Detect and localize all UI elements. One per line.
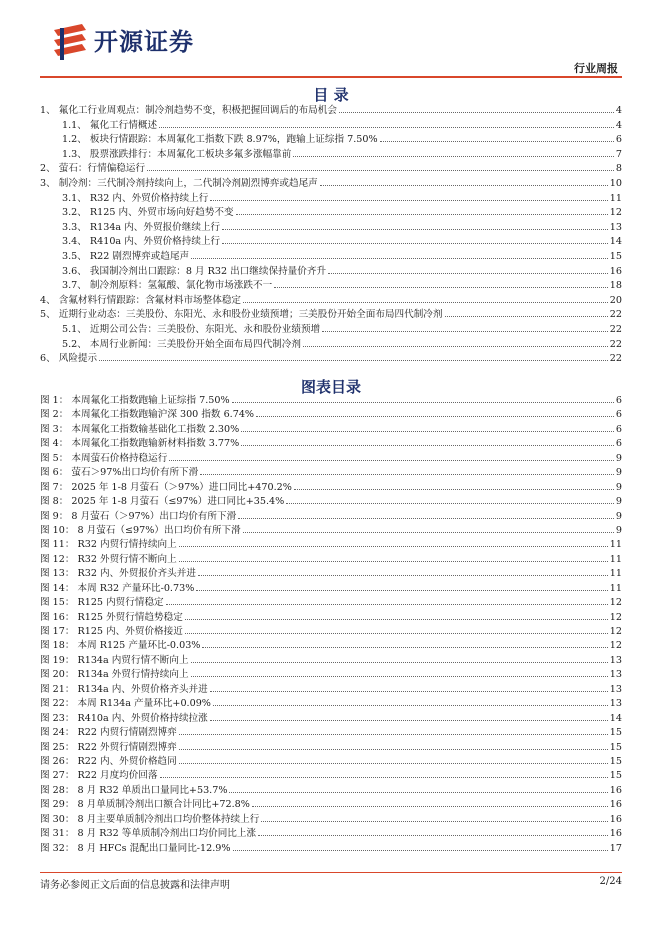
toc-entry-page: 13 [609,221,622,233]
figure-entry[interactable] [40,755,622,769]
toc-list [40,104,622,367]
page-header [0,0,662,80]
toc-entry-page: 22 [609,323,622,335]
figure-entry[interactable] [40,582,622,596]
figure-entry-title: 图 10： 8 月萤石（≤97%）出口均价有所下滑 [40,524,241,536]
toc-title: 目 录 [313,86,349,104]
figure-entry-page: 12 [609,597,622,609]
figure-entry-title: 图 31： 8 月 R32 等单质制冷剂出口均价同比上涨 [40,828,257,840]
figure-entry[interactable] [40,813,622,827]
dot-leader [236,213,608,215]
figure-entry-page: 16 [609,784,622,796]
dot-leader [322,330,608,332]
figure-entry-title: 图 28： 8 月 R32 单质出口量同比+53.7% [40,784,228,796]
figure-entry[interactable] [40,654,622,668]
toc-entry-title: 3.7、 制冷剂原料：氢氟酸、氯化物市场涨跌不一 [62,280,273,292]
dot-leader [179,560,608,562]
figure-entry-page: 11 [609,582,622,594]
figure-entry[interactable] [40,394,622,408]
figure-entry-title: 图 13： R32 内、外贸报价齐头并进 [40,568,196,580]
dot-leader [179,748,608,750]
figures-list [40,394,622,856]
figure-entry-page: 16 [609,799,622,811]
figure-entry-title: 图 22： 本周 R134a 产量环比+0.09% [40,698,211,710]
figure-entry-title: 图 15： R125 内贸行情稳定 [40,597,164,609]
figure-entry-page: 16 [609,828,622,840]
toc-entry-title: 2、 萤石：行情偏稳运行 [40,163,146,175]
toc-entry-title: 1.1、 氟化工行情概述 [62,119,158,131]
figure-entry-page: 6 [615,438,622,450]
figure-entry-title: 图 4： 本周氟化工指数跑输新材料指数 3.77% [40,438,240,450]
figure-entry-page: 16 [609,813,622,825]
dot-leader [210,690,608,692]
toc-entry[interactable] [40,338,622,353]
figure-entry-title: 图 29： 8 月单质制冷剂出口额合计同比+72.8% [40,799,250,811]
toc-entry[interactable] [40,308,622,323]
figure-entry-page: 6 [615,409,622,421]
dot-leader [179,545,608,547]
dot-leader [222,228,608,230]
dot-leader [147,169,614,171]
figure-entry-title: 图 30： 8 月主要单质制冷剂出口均价整体持续上行 [40,813,260,825]
figure-entry[interactable] [40,408,622,422]
toc-entry[interactable] [40,265,622,280]
toc-entry[interactable] [40,235,622,250]
toc-entry-title: 3.2、 R125 内、外贸市场向好趋势不变 [62,207,234,219]
toc-entry-page: 12 [609,207,622,219]
figure-entry[interactable] [40,510,622,524]
toc-entry-title: 6、 风险提示 [40,353,98,365]
toc-entry-page: 22 [609,309,622,321]
toc-entry-title: 3.3、 R134a 内、外贸报价继续上行 [62,221,221,233]
toc-entry-page: 14 [609,236,622,248]
figure-entry-title: 图 8： 2025 年 1-8 月萤石（≤97%）进口同比+35.4% [40,496,285,508]
toc-entry[interactable] [40,133,622,148]
figure-entry[interactable] [40,842,622,856]
toc-entry[interactable] [40,221,622,236]
company-name: 开源证券 [94,28,194,56]
dot-leader [160,776,608,778]
toc-entry-page: 4 [615,119,622,131]
toc-entry-page: 22 [609,353,622,365]
dot-leader [243,301,608,303]
dot-leader [241,444,614,446]
figure-entry-page: 12 [609,626,622,637]
figure-entry-title: 图 5： 本周萤石价格持稳运行 [40,452,168,464]
figure-entry-title: 图 27： R22 月度均价回落 [40,770,158,782]
toc-entry[interactable] [40,250,622,265]
dot-leader [213,704,608,706]
dot-leader [159,126,614,128]
figure-entry-page: 9 [615,496,622,508]
figure-entry-title: 图 7： 2025 年 1-8 月萤石（＞97%）进口同比+470.2% [40,481,292,493]
figure-entry-title: 图 6： 萤石＞97%出口均价有所下滑 [40,467,199,479]
figure-entry-page: 14 [609,712,622,724]
dot-leader [210,199,607,201]
figure-entry-page: 9 [615,510,622,522]
figure-entry-page: 15 [609,770,622,782]
figure-entry[interactable] [40,466,622,480]
dot-leader [179,733,608,735]
figure-entry[interactable] [40,798,622,812]
dot-leader [256,415,614,417]
dot-leader [185,632,608,634]
figure-entry-page: 15 [609,727,622,739]
figure-entry[interactable] [40,769,622,783]
toc-entry[interactable] [40,119,622,134]
dot-leader [252,805,608,807]
dot-leader [166,603,608,605]
figure-entry-page: 13 [609,698,622,710]
figures-title: 图表目录 [300,378,361,396]
dot-leader [191,675,608,677]
dot-leader [185,618,608,620]
toc-entry[interactable] [40,323,622,338]
figure-entry-title: 图 20： R134a 外贸行情持续向上 [40,669,189,681]
toc-entry-title: 1.3、 股票涨跌排行：本周氟化工板块多氟多涨幅靠前 [62,148,292,160]
toc-entry-title: 5.2、 本周行业新闻：三美股份开始全面布局四代制冷剂 [62,338,301,350]
toc-entry-page: 8 [615,163,622,175]
toc-entry-page: 20 [609,294,622,306]
toc-entry-title: 3.1、 R32 内、外贸价格持续上行 [62,192,209,204]
figure-entry-page: 12 [609,640,622,652]
figure-entry[interactable] [40,741,622,755]
figure-entry[interactable] [40,726,622,740]
dot-leader [191,661,608,663]
figure-entry-title: 图 24： R22 内贸行情剧烈博弈 [40,727,177,739]
figure-entry-page: 13 [609,669,622,681]
toc-entry-page: 18 [609,280,622,292]
dot-leader [191,257,608,259]
toc-entry-page: 6 [615,134,622,146]
dot-leader [293,155,614,157]
figure-entry-title: 图 11： R32 内贸行情持续向上 [40,539,177,551]
figure-entry[interactable] [40,668,622,682]
figure-entry-title: 图 32： 8 月 HFCs 混配出口量同比-12.9% [40,842,231,854]
toc-entry-title: 1、 氟化工行业周观点：制冷剂趋势不变，积极把握回调后的布局机会 [40,105,337,116]
dot-leader [445,315,608,317]
toc-entry-title: 3、 制冷剂：三代制冷剂持续向上，二代制冷剂剧烈博弈或趋尾声 [40,177,318,189]
figure-entry-page: 6 [615,423,622,435]
footer-disclaimer: 请务必参阅正文后面的信息披露和法律声明 [40,880,230,891]
header-divider [40,76,622,78]
dot-leader [198,574,608,576]
figure-entry-title: 图 3： 本周氟化工指数输基础化工指数 2.30% [40,423,240,435]
figure-entry-title: 图 14： 本周 R32 产量环比-0.73% [40,582,195,594]
toc-entry-page: 4 [615,105,622,116]
toc-entry[interactable] [40,162,622,177]
dot-leader [303,345,608,347]
dot-leader [258,834,608,836]
figure-entry[interactable] [40,437,622,451]
figure-entry-title: 图 17： R125 内、外贸价格接近 [40,626,183,637]
dot-leader [320,184,608,186]
figure-entry-page: 11 [609,553,622,565]
dot-leader [232,401,614,403]
figure-entry-page: 13 [609,654,622,666]
figure-entry-title: 图 18： 本周 R125 产量环比-0.03% [40,640,201,652]
dot-leader [179,762,608,764]
figure-entry-title: 图 25： R22 外贸行情剧烈博弈 [40,741,177,753]
toc-entry[interactable] [40,192,622,207]
figure-entry-page: 9 [615,452,622,464]
toc-entry[interactable] [40,279,622,294]
toc-entry-title: 1.2、 板块行情跟踪：本周氟化工指数下跌 8.97%，跑输上证综指 7.50% [62,134,378,146]
figure-entry[interactable] [40,481,622,495]
toc-entry[interactable] [40,206,622,221]
dot-leader [328,272,608,274]
figure-entry-title: 图 2： 本周氟化工指数跑输沪深 300 指数 6.74% [40,409,255,421]
toc-entry-page: 15 [609,250,622,262]
figure-entry[interactable] [40,697,622,711]
figure-entry[interactable] [40,683,622,697]
dot-leader [241,430,614,432]
figure-entry[interactable] [40,596,622,610]
dot-leader [238,517,614,519]
figure-entry-page: 15 [609,755,622,767]
dot-leader [99,359,608,361]
figure-entry[interactable] [40,639,622,653]
figure-entry[interactable] [40,524,622,538]
toc-entry-page: 16 [609,265,622,277]
dot-leader [294,488,614,490]
dot-leader [380,140,614,142]
toc-entry[interactable] [40,177,622,192]
figure-entry-title: 图 1： 本周氟化工指数跑输上证综指 7.50% [40,395,230,406]
figure-entry[interactable] [40,538,622,552]
figure-entry-page: 9 [615,467,622,479]
toc-entry-page: 7 [615,148,622,160]
figure-entry[interactable] [40,423,622,437]
figure-entry-page: 13 [609,683,622,695]
toc-entry-title: 3.4、 R410a 内、外贸价格持续上行 [62,236,221,248]
figure-entry-title: 图 12： R32 外贸行情不断向上 [40,553,177,565]
report-category: 行业周报 [574,62,618,75]
toc-entry-title: 3.5、 R22 剧烈博弈或趋尾声 [62,250,190,262]
dot-leader [286,502,614,504]
figure-entry-title: 图 23： R410a 内、外贸价格持续拉涨 [40,712,208,724]
dot-leader [339,111,614,113]
toc-entry[interactable] [40,148,622,163]
toc-entry-title: 5、 近期行业动态：三美股份、东阳光、永和股份业绩预增；三美股份开始全面布局四代制冷剂 [40,309,443,321]
figure-entry-page: 17 [609,842,622,854]
toc-entry-title: 4、 含氟材料行情跟踪：含氟材料市场整体稳定 [40,294,242,306]
figure-entry-title: 图 21： R134a 内、外贸价格齐头并进 [40,683,208,695]
figure-entry[interactable] [40,712,622,726]
figure-entry[interactable] [40,567,622,581]
figure-entry-page: 9 [615,481,622,493]
toc-entry-page: 10 [609,177,622,189]
figure-entry[interactable] [40,452,622,466]
figure-entry-page: 11 [609,568,622,580]
figure-entry-page: 11 [609,539,622,551]
dot-leader [233,849,608,851]
figure-entry[interactable] [40,827,622,841]
toc-entry-page: 11 [609,192,622,204]
dot-leader [229,791,607,793]
toc-entry-page: 22 [609,338,622,350]
toc-entry[interactable] [40,294,622,309]
page-number: 2/24 [599,876,622,887]
dot-leader [261,820,607,822]
figure-entry[interactable] [40,611,622,625]
dot-leader [210,719,608,721]
figure-entry-title: 图 26： R22 内、外贸价格趋同 [40,755,177,767]
toc-entry[interactable] [40,104,622,119]
figure-entry[interactable] [40,495,622,509]
figure-entry-title: 图 19： R134a 内贸行情不断向上 [40,654,189,666]
figure-entry[interactable] [40,553,622,567]
figure-entry[interactable] [40,784,622,798]
dot-leader [274,286,608,288]
figure-entry[interactable] [40,625,622,639]
figure-entry-page: 6 [615,395,622,406]
dot-leader [200,473,614,475]
footer-divider [40,872,622,873]
figure-entry-page: 9 [615,524,622,536]
figure-entry-page: 12 [609,611,622,623]
toc-entry[interactable] [40,352,622,367]
dot-leader [169,459,614,461]
toc-entry-title: 5.1、 近期公司公告：三美股份、东阳光、永和股份业绩预增 [62,323,321,335]
dot-leader [196,589,607,591]
dot-leader [202,646,607,648]
figure-entry-page: 15 [609,741,622,753]
dot-leader [243,531,614,533]
figure-entry-title: 图 16： R125 外贸行情趋势稳定 [40,611,183,623]
toc-entry-title: 3.6、 我国制冷剂出口跟踪：8 月 R32 出口继续保持量价齐升 [62,265,327,277]
dot-leader [222,242,608,244]
figure-entry-title: 图 9： 8 月萤石（＞97%）出口均价有所下滑 [40,510,237,522]
